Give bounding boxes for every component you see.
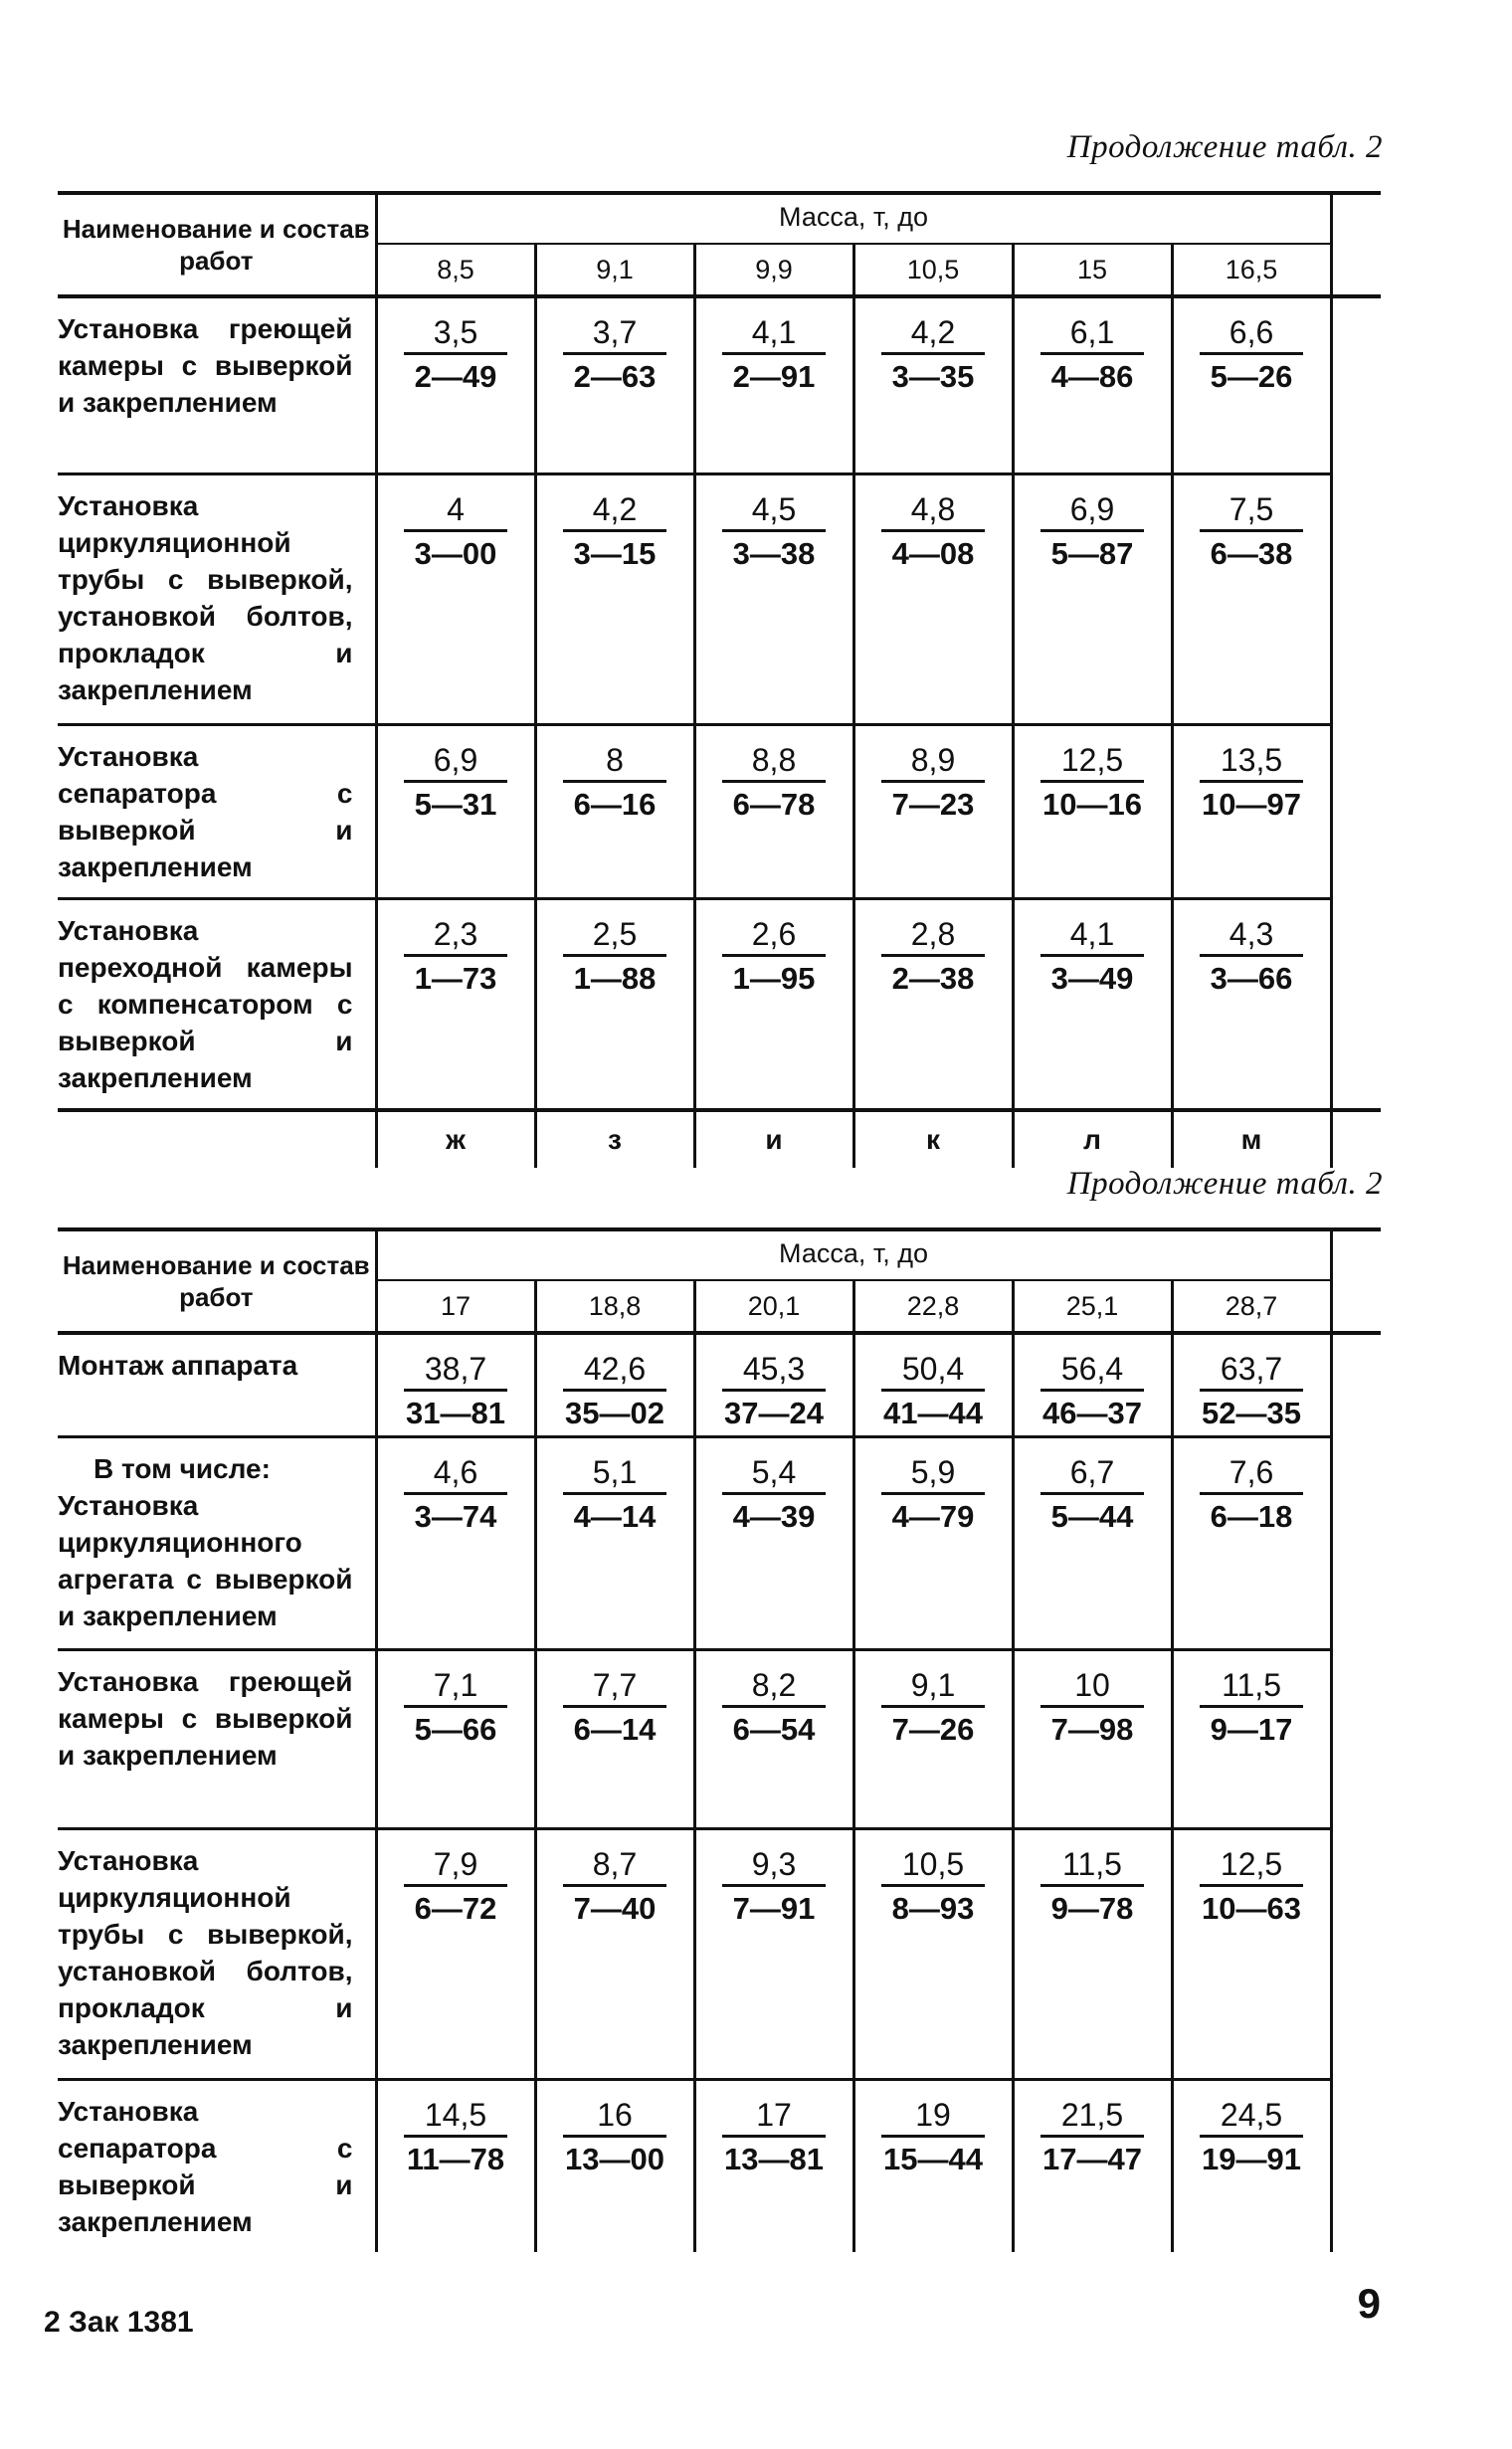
norm-time-value: 5,1 xyxy=(563,1454,666,1495)
mass-column-header: 10,5 xyxy=(853,244,1013,296)
work-description: Установка переходной камеры с компенсатором с выверкой и закреплением xyxy=(58,914,353,1093)
column-letter: м xyxy=(1172,1110,1331,1168)
name-column-header: Наименование и состав работ xyxy=(58,193,376,296)
norm-time-value: 11,5 xyxy=(1200,1667,1303,1708)
norm-price-value: 5—26 xyxy=(1210,359,1293,394)
norm-value xyxy=(881,916,985,999)
table-row xyxy=(58,1436,1381,1649)
norm-time-value: 50,4 xyxy=(881,1351,985,1392)
norm-price-value: 7—98 xyxy=(1050,1711,1134,1747)
mass-column-header: 18,8 xyxy=(535,1280,694,1333)
norm-time-value: 8,7 xyxy=(563,1846,666,1887)
norm-value xyxy=(881,491,985,574)
print-order-note: 2 Зак 1381 xyxy=(44,2306,194,2339)
mass-column-header: 22,8 xyxy=(853,1280,1013,1333)
norm-value xyxy=(722,916,826,999)
norm-value xyxy=(404,314,507,397)
norm-price-value: 6—18 xyxy=(1210,1498,1293,1534)
norm-time-value: 38,7 xyxy=(404,1351,507,1392)
norm-time-value: 8,2 xyxy=(722,1667,826,1708)
norm-time-value: 9,1 xyxy=(881,1667,985,1708)
norm-value xyxy=(722,742,826,825)
mass-column-header: 9,1 xyxy=(535,244,694,296)
work-description: В том числе: Установка циркуляционного агрегата с выверкой и закреплением xyxy=(58,1436,376,1649)
norm-value xyxy=(881,1846,985,1929)
norm-price-value: 1—88 xyxy=(573,960,657,996)
norm-value xyxy=(1200,1846,1303,1929)
table-row xyxy=(58,1649,1381,1828)
norm-price-value: 6—38 xyxy=(1210,535,1293,571)
norm-value xyxy=(722,2097,826,2179)
norm-value xyxy=(1040,2097,1144,2179)
norm-price-value: 4—86 xyxy=(1050,359,1134,394)
norm-time-value: 2,3 xyxy=(404,916,507,957)
norm-price-value: 19—91 xyxy=(1202,2141,1302,2176)
norm-price-value: 3—15 xyxy=(573,535,657,571)
norm-value xyxy=(881,2097,985,2179)
norm-value xyxy=(563,314,666,397)
norm-time-value: 63,7 xyxy=(1200,1351,1303,1392)
norm-price-value: 3—35 xyxy=(891,359,975,394)
norm-price-value: 5—44 xyxy=(1050,1498,1134,1534)
norm-time-value: 14,5 xyxy=(404,2097,507,2138)
norm-price-value: 13—00 xyxy=(565,2141,664,2176)
mass-header: Масса, т, до xyxy=(376,193,1331,244)
norm-time-value: 4,1 xyxy=(1040,916,1144,957)
norm-time-value: 7,5 xyxy=(1200,491,1303,532)
norm-time-value: 13,5 xyxy=(1200,742,1303,783)
norm-value xyxy=(1200,314,1303,397)
norm-value xyxy=(881,1667,985,1750)
norm-price-value: 2—91 xyxy=(732,359,816,394)
mass-column-header: 9,9 xyxy=(694,244,853,296)
norm-value xyxy=(1200,1454,1303,1537)
norm-time-value: 6,9 xyxy=(1040,491,1144,532)
norm-price-value: 17—47 xyxy=(1042,2141,1142,2176)
norm-time-value: 2,5 xyxy=(563,916,666,957)
norm-price-value: 4—79 xyxy=(891,1498,975,1534)
continuation-title-2: Продолжение табл. 2 xyxy=(1066,1166,1383,1202)
norm-time-value: 3,5 xyxy=(404,314,507,355)
norm-time-value: 12,5 xyxy=(1040,742,1144,783)
norm-time-value: 6,1 xyxy=(1040,314,1144,355)
norm-price-value: 7—91 xyxy=(732,1890,816,1926)
mass-column-header: 15 xyxy=(1013,244,1172,296)
norm-price-value: 13—81 xyxy=(724,2141,824,2176)
norm-value xyxy=(722,1846,826,1929)
norm-price-value: 9—17 xyxy=(1210,1711,1293,1747)
mass-column-header: 17 xyxy=(376,1280,535,1333)
norm-time-value: 4,5 xyxy=(722,491,826,532)
norm-price-value: 5—66 xyxy=(414,1711,497,1747)
continuation-title-1: Продолжение табл. 2 xyxy=(1066,129,1383,165)
norm-time-value: 3,7 xyxy=(563,314,666,355)
norm-value xyxy=(563,2097,666,2179)
norm-price-value: 6—54 xyxy=(732,1711,816,1747)
norm-value xyxy=(722,314,826,397)
norm-time-value: 56,4 xyxy=(1040,1351,1144,1392)
table-row xyxy=(58,296,1381,473)
norm-value xyxy=(404,1351,507,1433)
mass-column-header: 16,5 xyxy=(1172,244,1331,296)
norm-price-value: 52—35 xyxy=(1202,1396,1302,1430)
norm-time-value: 17 xyxy=(722,2097,826,2138)
norm-value xyxy=(722,1454,826,1537)
norm-price-value: 5—31 xyxy=(414,786,497,822)
norm-price-value: 10—63 xyxy=(1202,1890,1302,1926)
norm-price-value: 15—44 xyxy=(883,2141,983,2176)
norm-time-value: 4,3 xyxy=(1200,916,1303,957)
work-description: Установка сепаратора с выверкой и закреплением xyxy=(58,724,376,898)
norm-price-value: 10—16 xyxy=(1042,786,1142,822)
norm-time-value: 8,8 xyxy=(722,742,826,783)
norm-value xyxy=(1040,1667,1144,1750)
page-number: 9 xyxy=(1357,2280,1381,2327)
norm-value xyxy=(1040,314,1144,397)
column-letter: к xyxy=(853,1110,1013,1168)
norm-time-value: 42,6 xyxy=(563,1351,666,1392)
norm-value xyxy=(563,742,666,825)
norm-value xyxy=(1040,1454,1144,1537)
norm-time-value: 8 xyxy=(563,742,666,783)
norm-time-value: 10 xyxy=(1040,1667,1144,1708)
norm-time-value: 7,1 xyxy=(404,1667,507,1708)
norm-price-value: 41—44 xyxy=(883,1396,983,1430)
norm-price-value: 7—26 xyxy=(891,1711,975,1747)
mass-column-header: 8,5 xyxy=(376,244,535,296)
norm-time-value: 6,7 xyxy=(1040,1454,1144,1495)
norms-table-2 xyxy=(58,1227,1381,2252)
norm-time-value: 4,6 xyxy=(404,1454,507,1495)
column-letter: л xyxy=(1013,1110,1172,1168)
mass-column-header: 25,1 xyxy=(1013,1280,1172,1333)
column-letter: з xyxy=(535,1110,694,1168)
norm-value xyxy=(404,1846,507,1929)
norm-price-value: 37—24 xyxy=(724,1396,824,1430)
norm-value xyxy=(722,1667,826,1750)
norm-value xyxy=(563,1846,666,1929)
norm-value xyxy=(404,2097,507,2179)
norm-value xyxy=(1040,1351,1144,1433)
norm-price-value: 6—16 xyxy=(573,786,657,822)
norms-table-1 xyxy=(58,191,1381,1168)
norm-time-value: 19 xyxy=(881,2097,985,2138)
norm-time-value: 8,9 xyxy=(881,742,985,783)
norm-price-value: 46—37 xyxy=(1042,1396,1142,1430)
mass-column-header: 20,1 xyxy=(694,1280,853,1333)
norm-price-value: 2—63 xyxy=(573,359,657,394)
column-letter: и xyxy=(694,1110,853,1168)
mass-header: Масса, т, до xyxy=(376,1229,1331,1280)
norm-value xyxy=(1040,1846,1144,1929)
norm-price-value: 2—38 xyxy=(891,960,975,996)
norm-value xyxy=(881,1454,985,1537)
table-row xyxy=(58,473,1381,724)
norm-value xyxy=(1200,742,1303,825)
norm-time-value: 24,5 xyxy=(1200,2097,1303,2138)
norm-price-value: 6—78 xyxy=(732,786,816,822)
work-description: Монтаж аппарата xyxy=(58,1333,376,1436)
norm-price-value: 7—40 xyxy=(573,1890,657,1926)
norm-value xyxy=(1040,916,1144,999)
row-prefix: В том числе: xyxy=(94,1452,271,1484)
norm-price-value: 9—78 xyxy=(1050,1890,1134,1926)
norm-price-value: 7—23 xyxy=(891,786,975,822)
norm-time-value: 11,5 xyxy=(1040,1846,1144,1887)
norm-price-value: 4—39 xyxy=(732,1498,816,1534)
norm-value xyxy=(404,491,507,574)
norm-price-value: 6—14 xyxy=(573,1711,657,1747)
norm-price-value: 31—81 xyxy=(406,1396,505,1430)
norm-price-value: 35—02 xyxy=(565,1396,664,1430)
norm-price-value: 3—00 xyxy=(414,535,497,571)
norm-time-value: 10,5 xyxy=(881,1846,985,1887)
norm-time-value: 45,3 xyxy=(722,1351,826,1392)
norm-time-value: 7,9 xyxy=(404,1846,507,1887)
norm-time-value: 4,1 xyxy=(722,314,826,355)
norm-price-value: 3—38 xyxy=(732,535,816,571)
work-description: Установка сепаратора с выверкой и закреплением xyxy=(58,2095,353,2237)
norm-value xyxy=(1200,916,1303,999)
norm-price-value: 5—87 xyxy=(1050,535,1134,571)
work-description: Установка циркуляционной трубы с выверкой, установкой болтов, прокладок и закреплением xyxy=(58,1828,376,2079)
work-description: Установка циркуляционной трубы с выверкой, установкой болтов, прокладок и закреплением xyxy=(58,473,376,724)
norm-value xyxy=(404,916,507,999)
norm-value xyxy=(563,1667,666,1750)
norm-time-value: 9,3 xyxy=(722,1846,826,1887)
table-row xyxy=(58,2079,1381,2252)
norm-price-value: 2—49 xyxy=(414,359,497,394)
table-row xyxy=(58,1828,1381,2079)
norm-price-value: 3—49 xyxy=(1050,960,1134,996)
norm-time-value: 4 xyxy=(404,491,507,532)
norm-value xyxy=(404,1454,507,1537)
norm-time-value: 16 xyxy=(563,2097,666,2138)
norm-value xyxy=(1200,1351,1303,1433)
norm-time-value: 4,8 xyxy=(881,491,985,532)
norm-time-value: 21,5 xyxy=(1040,2097,1144,2138)
norm-time-value: 5,4 xyxy=(722,1454,826,1495)
norm-price-value: 1—73 xyxy=(414,960,497,996)
norm-time-value: 5,9 xyxy=(881,1454,985,1495)
norm-price-value: 3—66 xyxy=(1210,960,1293,996)
norm-value xyxy=(722,1351,826,1433)
norm-value xyxy=(1040,491,1144,574)
norm-price-value: 11—78 xyxy=(406,2141,505,2176)
norm-value xyxy=(881,742,985,825)
norm-time-value: 6,9 xyxy=(404,742,507,783)
norm-time-value: 4,2 xyxy=(881,314,985,355)
work-description: Установка греющей камеры с выверкой и закреплением xyxy=(58,296,376,473)
norm-price-value: 1—95 xyxy=(732,960,816,996)
norm-value xyxy=(1200,1667,1303,1750)
norm-value xyxy=(563,1454,666,1537)
norm-value xyxy=(722,491,826,574)
norm-time-value: 2,8 xyxy=(881,916,985,957)
column-letter: ж xyxy=(376,1110,535,1168)
mass-column-header: 28,7 xyxy=(1172,1280,1331,1333)
work-description: Установка греющей камеры с выверкой и закреплением xyxy=(58,1649,376,1828)
norm-price-value: 3—74 xyxy=(414,1498,497,1534)
norm-price-value: 4—14 xyxy=(573,1498,657,1534)
norm-time-value: 2,6 xyxy=(722,916,826,957)
norm-value xyxy=(1040,742,1144,825)
norm-time-value: 4,2 xyxy=(563,491,666,532)
table-row xyxy=(58,1333,1381,1436)
norm-time-value: 12,5 xyxy=(1200,1846,1303,1887)
norm-time-value: 7,6 xyxy=(1200,1454,1303,1495)
norm-value xyxy=(881,314,985,397)
norm-price-value: 10—97 xyxy=(1202,786,1302,822)
norm-time-value: 7,7 xyxy=(563,1667,666,1708)
norm-time-value: 6,6 xyxy=(1200,314,1303,355)
table-row xyxy=(58,898,1381,1110)
table-row xyxy=(58,724,1381,898)
norm-value xyxy=(563,1351,666,1433)
norm-price-value: 8—93 xyxy=(891,1890,975,1926)
norm-price-value: 6—72 xyxy=(414,1890,497,1926)
name-column-header: Наименование и состав работ xyxy=(58,1229,376,1333)
norm-value xyxy=(563,491,666,574)
norm-value xyxy=(1200,491,1303,574)
norm-value xyxy=(404,1667,507,1750)
norm-value xyxy=(881,1351,985,1433)
column-letters-row xyxy=(58,1110,1381,1168)
norm-price-value: 4—08 xyxy=(891,535,975,571)
norm-value xyxy=(1200,2097,1303,2179)
norm-value xyxy=(404,742,507,825)
norm-value xyxy=(563,916,666,999)
